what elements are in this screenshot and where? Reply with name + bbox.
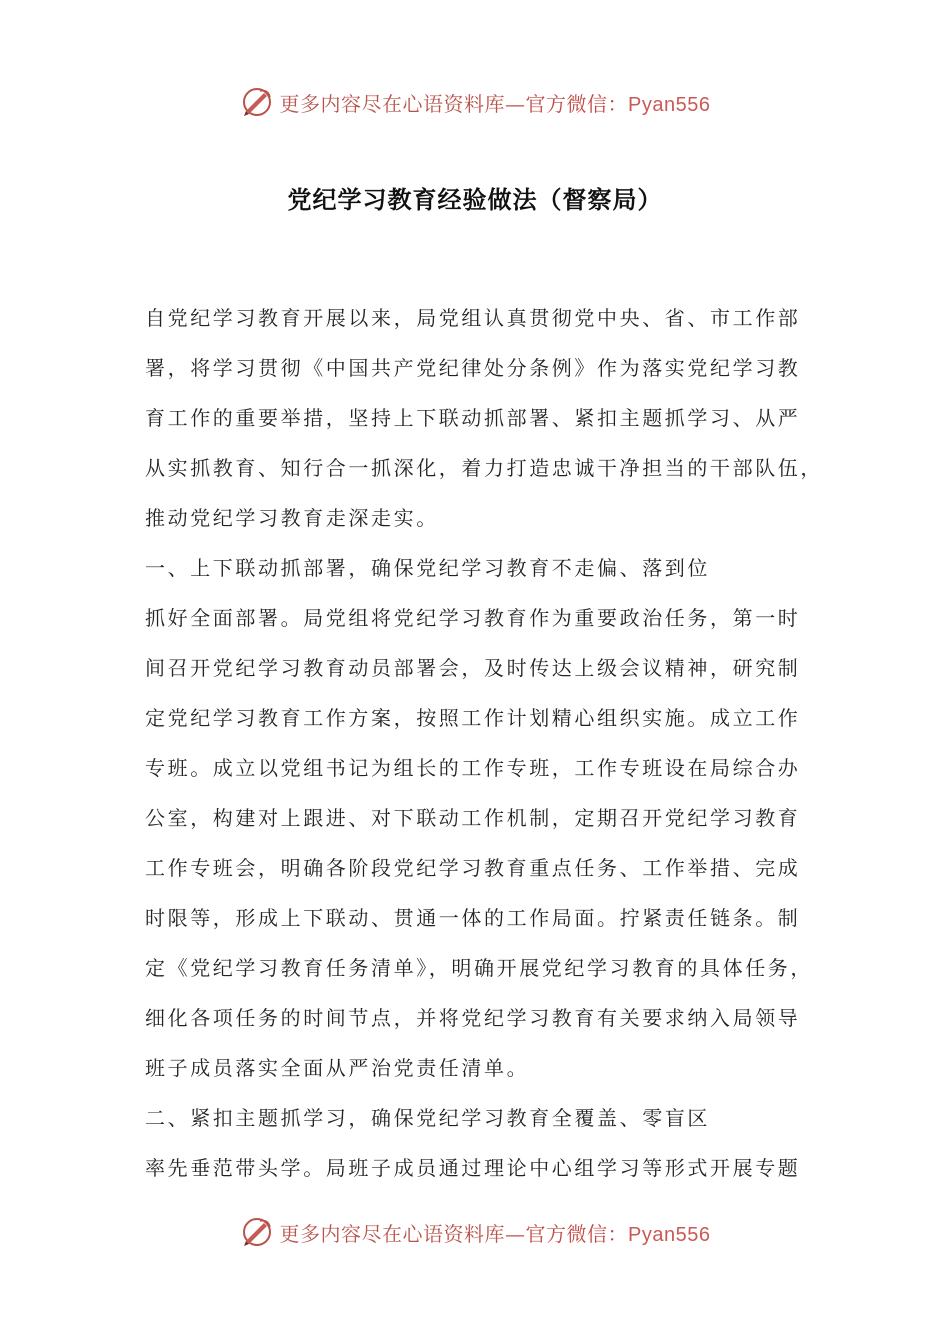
banner-wechat-label: 官方微信： [525, 91, 629, 116]
body-line: 时限等，形成上下联动、贯通一体的工作局面。拧紧责任链条。制 [145, 906, 801, 930]
body-line: 公室，构建对上跟进、对下联动工作机制，定期召开党纪学习教育 [145, 806, 801, 830]
banner-wechat-label: 官方微信： [525, 1221, 629, 1246]
banner-text [280, 88, 711, 117]
body-line: 间召开党纪学习教育动员部署会，及时传达上级会议精神，研究制 [145, 656, 801, 680]
body-line: 推动党纪学习教育走深走实。 [145, 506, 439, 530]
banner-wechat-id: Pyan556 [628, 93, 711, 116]
banner-text [280, 1218, 711, 1247]
body-line: 定《党纪学习教育任务清单》，明确开展党纪学习教育的具体任务， [145, 956, 813, 980]
section-heading: 二、紧扣主题抓学习，确保党纪学习教育全覆盖、零盲区 [145, 1106, 710, 1130]
section-heading: 一、上下联动抓部署，确保党纪学习教育不走偏、落到位 [145, 556, 710, 580]
body-line: 抓好全面部署。局党组将党纪学习教育作为重要政治任务，第一时 [145, 606, 801, 630]
footer-banner [0, 1212, 950, 1252]
body-line: 率先垂范带头学。局班子成员通过理论中心组学习等形式开展专题 [145, 1156, 801, 1180]
banner-wechat-id: Pyan556 [628, 1223, 711, 1246]
document-title: 党纪学习教育经验做法（督察局） [287, 185, 663, 214]
header-banner [0, 82, 950, 122]
body-line: 定党纪学习教育工作方案，按照工作计划精心组织实施。成立工作 [145, 706, 801, 730]
body-line: 育工作的重要举措，坚持上下联动抓部署、紧扣主题抓学习、从严 [145, 406, 801, 430]
body-line: 专班。成立以党组书记为组长的工作专班，工作专班设在局综合办 [145, 756, 801, 780]
body-line: 班子成员落实全面从严治党责任清单。 [145, 1056, 530, 1080]
document-body [145, 293, 825, 1193]
body-line: 从实抓教育、知行合一抓深化，着力打造忠诚干净担当的干部队伍， [145, 456, 823, 480]
body-line: 工作专班会，明确各阶段党纪学习教育重点任务、工作举措、完成 [145, 856, 801, 880]
banner-site-text: 更多内容尽在心语资料库— [279, 91, 526, 116]
body-line: 自党纪学习教育开展以来，局党组认真贯彻党中央、省、市工作部 [145, 306, 801, 330]
banner-site-text: 更多内容尽在心语资料库— [279, 1221, 526, 1246]
body-line: 细化各项任务的时间节点，并将党纪学习教育有关要求纳入局领导 [145, 1006, 801, 1030]
body-line: 署，将学习贯彻《中国共产党纪律处分条例》作为落实党纪学习教 [145, 356, 801, 380]
pen-logo-icon [240, 85, 274, 119]
pen-logo-icon [240, 1215, 274, 1249]
